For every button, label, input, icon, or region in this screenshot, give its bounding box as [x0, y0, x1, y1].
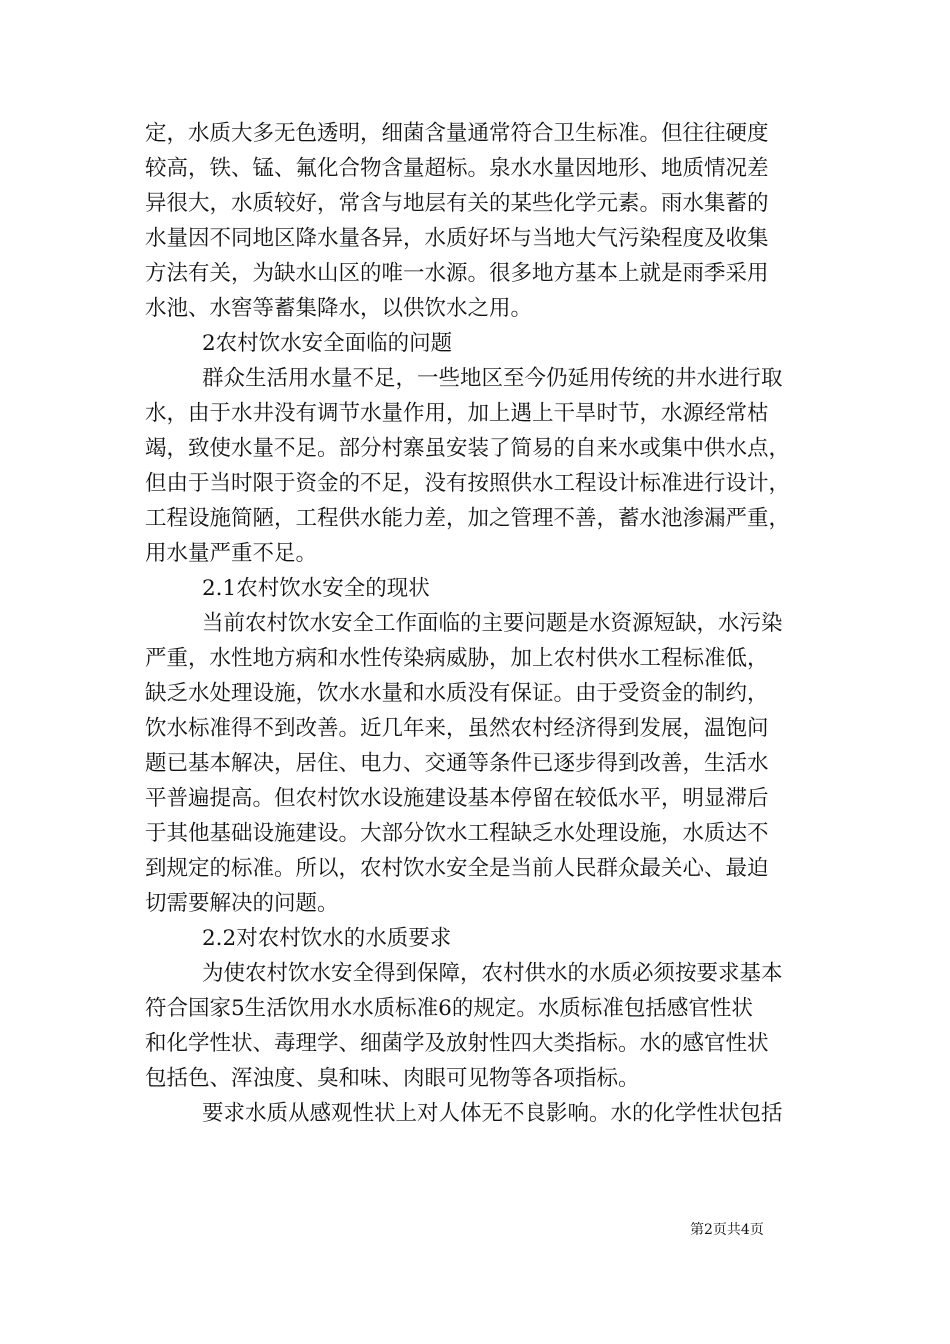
text-line: 用水量严重不足。 [145, 541, 318, 566]
text-line: 于其他基础设施建设。大部分饮水工程缺乏水处理设施，水质达不 [145, 821, 769, 846]
text-line: 异很大，水质较好，常含与地层有关的某些化学元素。雨水集蓄的 [145, 191, 769, 216]
section-heading: 2.2对农村饮水的水质要求 [202, 926, 452, 951]
text-line: 要求水质从感观性状上对人体无不良影响。水的化学性状包括 [202, 1101, 783, 1126]
text-line: 切需要解决的问题。 [145, 891, 339, 916]
text-line: 方法有关，为缺水山区的唯一水源。很多地方基本上就是雨季采用 [145, 261, 769, 286]
text-line: 较高，铁、锰、氟化合物含量超标。泉水水量因地形、地质情况差 [145, 156, 769, 181]
text-line: 水量因不同地区降水量各异，水质好坏与当地大气污染程度及收集 [145, 226, 769, 251]
text-line: 题已基本解决，居住、电力、交通等条件已逐步得到改善，生活水 [145, 751, 769, 776]
text-line: 饮水标准得不到改善。近几年来，虽然农村经济得到发展，温饱问 [145, 716, 769, 741]
text-line: 和化学性状、毒理学、细菌学及放射性四大类指标。水的感官性状 [145, 1031, 769, 1056]
text-line: 包括色、浑浊度、臭和味、肉眼可见物等各项指标。 [145, 1066, 640, 1091]
text-line: 工程设施简陋，工程供水能力差，加之管理不善，蓄水池渗漏严重， [145, 506, 791, 531]
text-line: 平普遍提高。但农村饮水设施建设基本停留在较低水平，明显滞后 [145, 786, 769, 811]
text-line: 缺乏水处理设施，饮水水量和水质没有保证。由于受资金的制约， [145, 681, 769, 706]
section-heading: 2农村饮水安全面临的问题 [202, 331, 453, 356]
section-heading: 2.1农村饮水安全的现状 [202, 576, 430, 601]
text-line: 符合国家5生活饮用水水质标准6的规定。水质标准包括感官性状 [145, 996, 753, 1021]
text-line: 定，水质大多无色透明，细菌含量通常符合卫生标准。但往往硬度 [145, 121, 769, 146]
text-line: 当前农村饮水安全工作面临的主要问题是水资源短缺，水污染 [202, 611, 783, 636]
text-line: 水池、水窖等蓄集降水，以供饮水之用。 [145, 296, 533, 321]
text-line: 但由于当时限于资金的不足，没有按照供水工程设计标准进行设计， [145, 471, 791, 496]
text-line: 为使农村饮水安全得到保障，农村供水的水质必须按要求基本 [202, 961, 783, 986]
text-line: 严重，水性地方病和水性传染病威胁，加上农村供水工程标准低， [145, 646, 769, 671]
text-line: 水，由于水井没有调节水量作用，加上遇上干旱时节，水源经常枯 [145, 401, 769, 426]
text-line: 竭，致使水量不足。部分村寨虽安装了简易的自来水或集中供水点， [145, 436, 791, 461]
page-number: 第2页共4页 [690, 1222, 764, 1238]
text-line: 群众生活用水量不足，一些地区至今仍延用传统的井水进行取 [202, 366, 783, 391]
text-line: 到规定的标准。所以，农村饮水安全是当前人民群众最关心、最迫 [145, 856, 769, 881]
